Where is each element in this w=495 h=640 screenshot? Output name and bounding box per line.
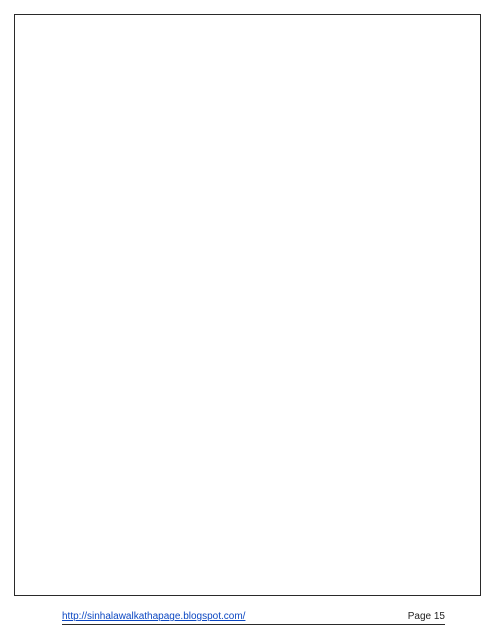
content-frame xyxy=(14,14,481,596)
page-footer xyxy=(62,606,445,625)
paragraph-5 xyxy=(25,466,470,528)
paragraph-4 xyxy=(25,444,470,456)
paragraph-6 xyxy=(25,538,470,550)
paragraph-2 xyxy=(25,169,470,374)
page-number: Page 15 xyxy=(407,611,445,622)
footer-site-link[interactable]: http://sinhalawalkathapage.blogspot.com/ xyxy=(62,611,246,622)
paragraph-3 xyxy=(25,384,470,434)
paragraph-1 xyxy=(25,25,470,159)
